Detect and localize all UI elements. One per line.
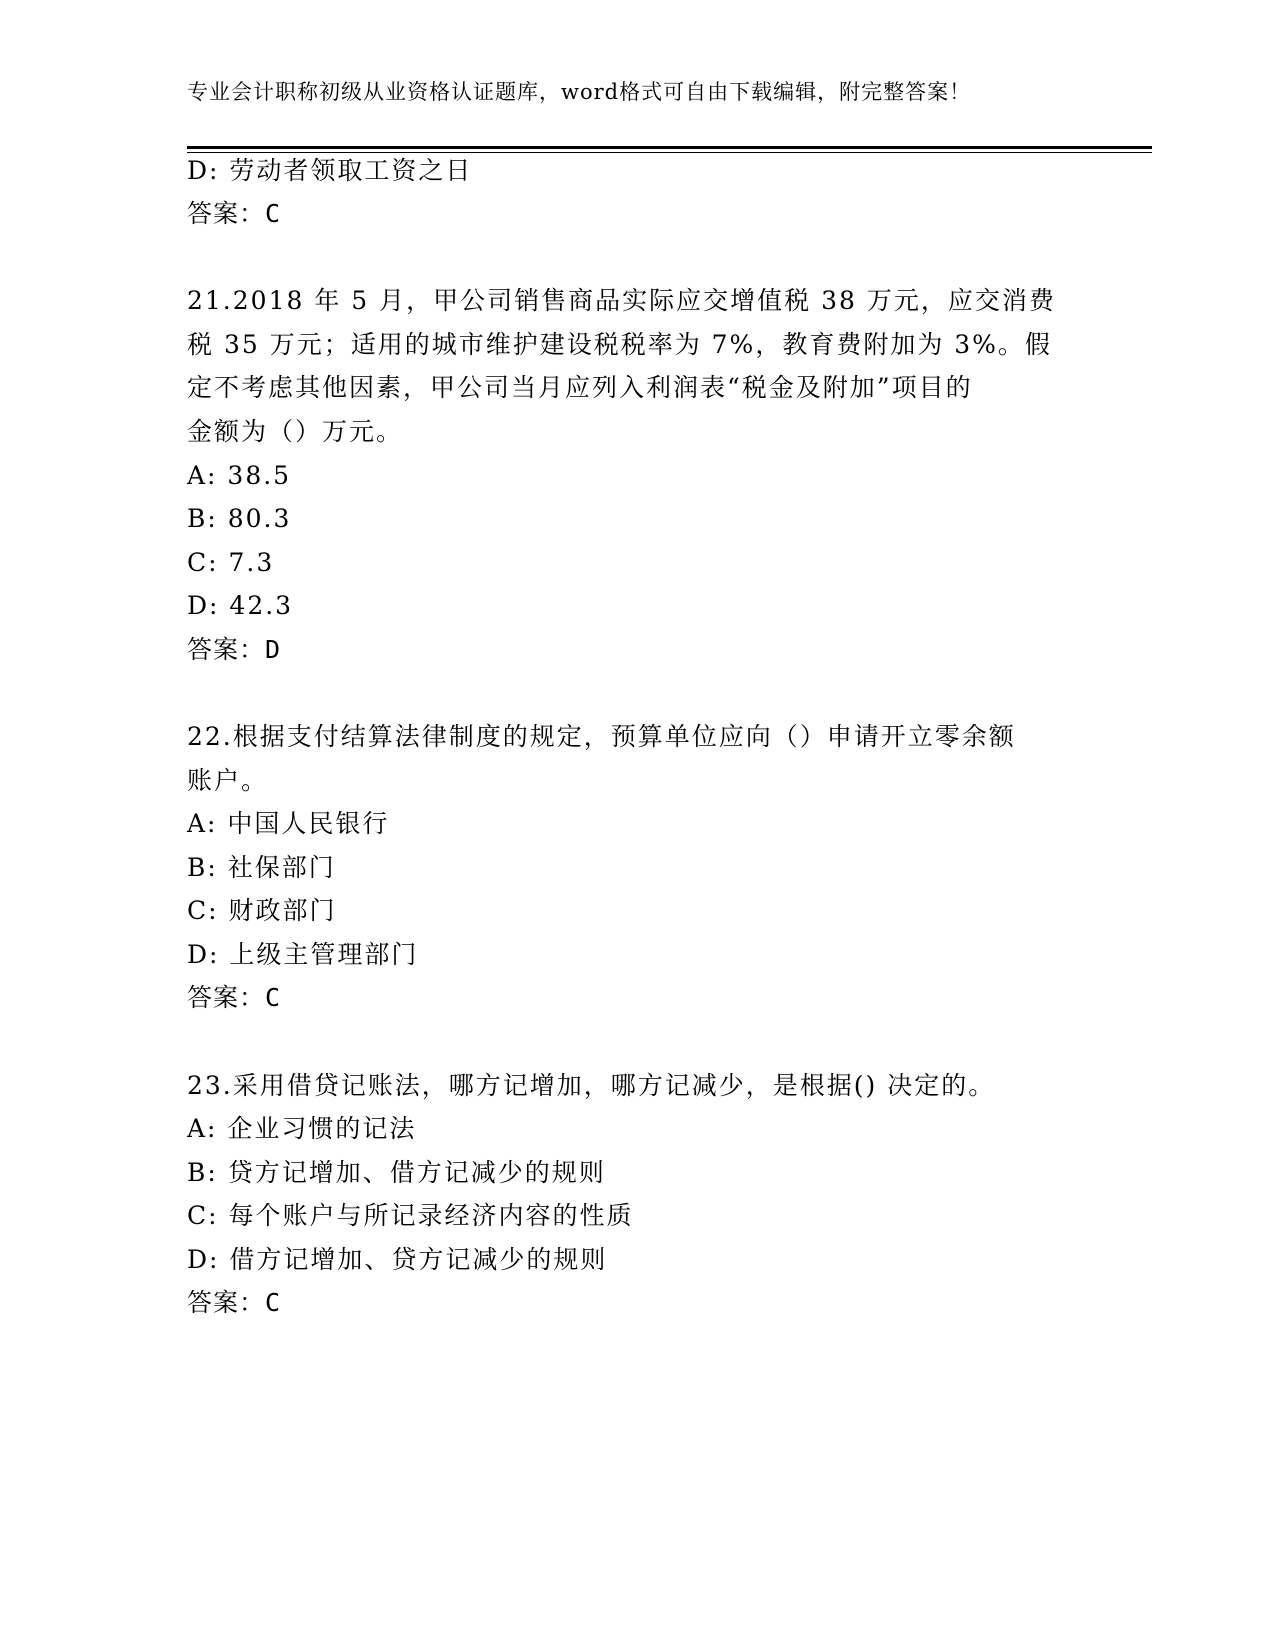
header-rule-thin — [187, 152, 1152, 153]
q23-option-c: C: 每个账户与所记录经济内容的性质 — [187, 1201, 634, 1230]
q21-option-c: C: 7.3 — [187, 548, 275, 577]
page-header: 专业会计职称初级从业资格认证题库，word格式可自由下载编辑，附完整答案！ — [187, 80, 972, 104]
q21-stem-line-1: 21.2018 年 5 月，甲公司销售商品实际应交增值税 38 万元，应交消费 — [187, 286, 1056, 315]
q21-option-d: D: 42.3 — [187, 591, 294, 620]
answer-label: 答案： — [187, 1288, 266, 1317]
q23-option-b: B: 贷方记增加、借方记减少的规则 — [187, 1158, 606, 1187]
answer-value: C — [265, 983, 282, 1012]
q21-stem-line-3: 定不考虑其他因素，甲公司当月应列入利润表“税金及附加”项目的 — [187, 373, 973, 402]
q22-option-d: D: 上级主管理部门 — [187, 940, 419, 969]
q21-stem-line-4: 金额为（）万元。 — [187, 417, 404, 446]
q22-option-c: C: 财政部门 — [187, 896, 337, 925]
answer-label: 答案： — [187, 199, 266, 228]
q23-option-a: A: 企业习惯的记法 — [187, 1114, 417, 1143]
q22-option-a: A: 中国人民银行 — [187, 809, 390, 838]
q21-stem-line-2: 税 35 万元；适用的城市维护建设税税率为 7%，教育费附加为 3%。假 — [187, 330, 1052, 359]
q21-option-a: A: 38.5 — [187, 461, 292, 490]
answer-value: C — [265, 199, 282, 228]
q21-option-b: B: 80.3 — [187, 504, 292, 533]
q22-stem-line-1: 22.根据支付结算法律制度的规定，预算单位应向（）申请开立零余额 — [187, 722, 1016, 751]
q22-option-b: B: 社保部门 — [187, 853, 336, 882]
prev-answer — [187, 197, 281, 231]
prev-option-d: D: 劳动者领取工资之日 — [187, 156, 473, 185]
q22-answer — [187, 981, 281, 1015]
answer-label: 答案： — [187, 983, 266, 1012]
q21-answer — [187, 633, 281, 667]
q23-stem-line-1: 23.采用借贷记账法，哪方记增加，哪方记减少，是根据() 决定的。 — [187, 1071, 996, 1100]
answer-label: 答案： — [187, 635, 266, 664]
q22-stem-line-2: 账户。 — [187, 766, 269, 795]
answer-value: C — [265, 1288, 282, 1317]
answer-value: D — [265, 635, 282, 664]
q23-answer — [187, 1286, 281, 1320]
header-rule-thick — [187, 146, 1152, 149]
q23-option-d: D: 借方记增加、贷方记减少的规则 — [187, 1245, 608, 1274]
